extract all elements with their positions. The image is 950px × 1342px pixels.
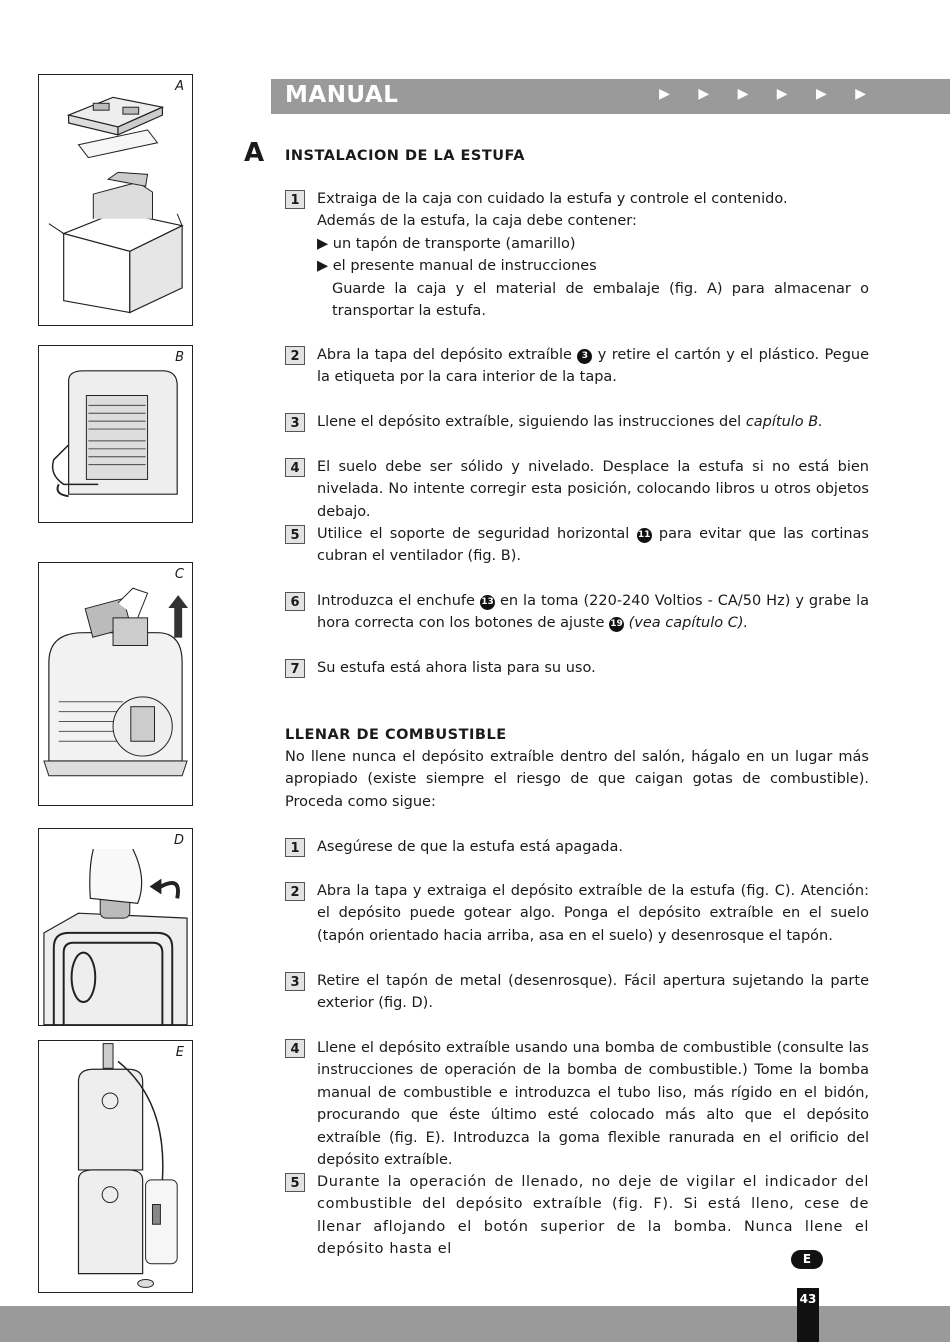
step-line: Además de la estufa, la caja debe contener:	[317, 213, 637, 230]
reference-number-badge: 19	[609, 617, 624, 632]
install-step-6	[285, 590, 869, 635]
step-number: 1	[285, 190, 305, 209]
reference-number-badge: 3	[577, 349, 592, 364]
install-step-5	[285, 523, 869, 568]
install-step-2	[285, 344, 869, 389]
figure-label: B	[175, 350, 184, 365]
step-text: para evitar que las cortinas cubran el ventilador (fig. B).	[317, 526, 869, 565]
refuel-step-2	[285, 880, 869, 947]
refuel-intro: No llene nunca el depósito extraíble dentro del salón, hágalo en un lugar más apropiado (existe siempre el riesgo de que caigan gotas de combustible). Proceda como sigue:	[285, 749, 869, 810]
heater-box-unpacking-illustration	[39, 75, 192, 325]
section-letter: A	[244, 138, 265, 168]
step-text: Llene el depósito extraíble usando una bomba de combustible (consulte las instrucciones de operación de la bomba de combustible.) Tome la bomba manual de combustible e introduzca el tubo liso, más rígido en el bidón, procurando que éste último esté colocado más alto que el depósito extraíble (fig. E). Introduzca la goma flexible ranurada en el orificio del depósito extraíble.	[317, 1040, 869, 1169]
step-text: Durante la operación de llenado, no deje de vigilar el indicador del combustible del depósito extraíble (fig. F). Si está lleno, cese de llenar aflojando el botón superior de la bomba. Nunca llene el depósito hasta el	[317, 1174, 869, 1258]
step-number: 4	[285, 458, 305, 477]
pump-refill-illustration	[39, 1041, 192, 1292]
refuel-step-5	[285, 1171, 869, 1261]
step-text: Introduzca el enchufe	[317, 593, 480, 609]
figure-c	[38, 562, 193, 806]
chapter-reference: (vea capítulo C).	[624, 615, 749, 632]
step-number: 2	[285, 882, 305, 901]
refuel-step-1	[285, 836, 869, 858]
language-badge: E	[791, 1250, 823, 1269]
step-number: 5	[285, 1173, 305, 1192]
step-number: 7	[285, 659, 305, 678]
step-text: Asegúrese de que la estufa está apagada.	[317, 839, 623, 855]
step-bullet: ▶ el presente manual de instrucciones	[317, 258, 597, 275]
install-step-3	[285, 411, 869, 433]
page-number: 43	[797, 1288, 819, 1342]
reference-number-badge: 13	[480, 595, 495, 610]
step-text: Llene el depósito extraíble, siguiendo las instrucciones del	[317, 414, 746, 430]
figure-b	[38, 345, 193, 523]
step-line: Guarde la caja y el material de embalaje (fig. A) para almacenar o transportar la estufa.	[332, 280, 869, 320]
heater-rear-view-illustration	[39, 346, 192, 522]
header-arrows: ▶ ▶ ▶ ▶ ▶ ▶	[659, 86, 878, 102]
step-text: Abra la tapa del depósito extraíble	[317, 347, 578, 363]
figure-e	[38, 1040, 193, 1293]
step-text: Su estufa está ahora lista para su uso.	[317, 660, 596, 676]
step-text: Retire el tapón de metal (desenrosque). Fácil apertura sujetando la parte exterior (fig. D).	[317, 973, 869, 1012]
install-step-4	[285, 456, 869, 523]
figure-d	[38, 828, 193, 1026]
refuel-step-3	[285, 970, 869, 1015]
step-text: Abra la tapa y extraiga el depósito extraíble de la estufa (fig. C). Atención: el depósito puede gotear algo. Ponga el depósito extraíble en el suelo (tapón orientado hacia arriba, asa en el suelo) y desenrosque el tapón.	[317, 883, 869, 944]
step-text: Utilice el soporte de seguridad horizontal	[317, 526, 637, 542]
install-step-7	[285, 657, 869, 679]
reference-number-badge: 11	[637, 528, 652, 543]
figure-label: A	[175, 79, 184, 94]
section-heading-installation: INSTALACION DE LA ESTUFA	[285, 148, 525, 164]
step-text: en la toma (220-240 Voltios - CA/50 Hz) y grabe la hora correcta con los botones de ajuste	[317, 593, 869, 632]
step-number: 3	[285, 413, 305, 432]
step-number: 4	[285, 1039, 305, 1058]
step-number: 6	[285, 592, 305, 611]
figure-label: C	[174, 567, 184, 582]
tank-removal-illustration	[39, 563, 192, 805]
step-number: 5	[285, 525, 305, 544]
cap-unscrew-illustration	[39, 829, 192, 1025]
step-number: 3	[285, 972, 305, 991]
step-text: El suelo debe ser sólido y nivelado. Desplace la estufa si no está bien nivelada. No intente corregir esta posición, colocando libros u otros objetos debajo.	[317, 459, 869, 520]
page-title: MANUAL	[285, 82, 399, 108]
step-line: Extraiga de la caja con cuidado la estufa y controle el contenido.	[317, 191, 788, 207]
step-text: y retire el cartón y el plástico. Pegue la etiqueta por la cara interior de la tapa.	[317, 347, 870, 386]
figure-label: E	[175, 1045, 184, 1060]
header-bar	[271, 79, 950, 114]
step-number: 1	[285, 838, 305, 857]
install-step-1	[285, 188, 869, 322]
refuel-step-4	[285, 1037, 869, 1171]
chapter-reference: capítulo B.	[745, 414, 823, 430]
figure-label: D	[173, 833, 184, 848]
figure-a	[38, 74, 193, 326]
step-bullet: ▶ un tapón de transporte (amarillo)	[317, 235, 576, 252]
step-number: 2	[285, 346, 305, 365]
section-heading-refuel: LLENAR DE COMBUSTIBLE	[285, 727, 507, 743]
